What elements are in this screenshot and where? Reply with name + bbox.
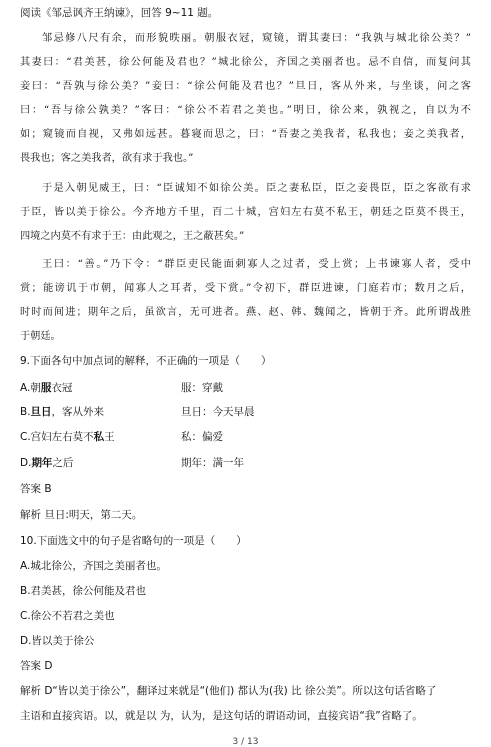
q9-option-a: A.朝服衣冠 (20, 382, 73, 394)
emphasized-word: 服 (40, 382, 52, 394)
q9-option-d: D.期年之后 (20, 457, 74, 469)
passage-line: 四境之内莫不有求于王：由此观之，王之蔽甚矣。” (20, 231, 245, 242)
q10-option-d: D.皆以美于徐公 (20, 635, 95, 647)
q9-option-b: B.旦日，客从外来 (20, 406, 105, 418)
emphasized-word: 期年 (31, 457, 53, 469)
question-9-stem: 9.下面各句中加点词的解释，不正确的一项是（ ） (20, 355, 272, 367)
question-10-stem: 10.下面选文中的句子是省略句的一项是（ ） (20, 535, 247, 547)
passage-line: 如；窥镜而自视，又弗如远甚。暮寝而思之，曰：“吾妻之美我者，私我也；妾之美我者， (20, 129, 471, 140)
q10-analysis-line-1: 解析 D“皆以美于徐公”，翻译过来就是“(他们) 都认为(我) 比 徐公美”。所以这句话省略了 (20, 685, 437, 697)
q9-answer: 答案 B (20, 483, 52, 495)
q9-option-c-gloss: 私：偏爱 (181, 431, 223, 443)
q10-option-c: C.徐公不若君之美也 (20, 610, 115, 622)
q10-analysis-line-2: 主语和直接宾语。以，就是以 为，认为，是这句话的谓语动词，直接宾语“我”省略了。 (20, 710, 423, 722)
passage-line: 于是入朝见威王，曰：“臣诚知不如徐公美。臣之妻私臣，臣之妾畏臣，臣之客欲有求 (42, 183, 471, 194)
q10-answer: 答案 D (20, 660, 53, 672)
passage-line: 妾曰：“吾孰与徐公美？”妾曰：“徐公何能及君也？”旦日，客从外来，与坐谈，问之客 (20, 81, 471, 92)
q9-option-d-gloss: 期年：满一年 (181, 457, 244, 469)
q9-option-b-gloss: 旦日：今天早晨 (181, 406, 255, 418)
passage-line: 赏；能谤讥于市朝，闻寡人之耳者，受下赏。”令初下，群臣进谏，门庭若市；数月之后， (20, 283, 471, 294)
q9-option-a-gloss: 服：穿戴 (181, 382, 223, 394)
q10-option-b: B.君美甚，徐公何能及君也 (20, 585, 147, 597)
passage-line: 曰：“吾与徐公孰美？”客曰：“徐公不若君之美也。”明日，徐公来，孰视之，自以为不 (20, 105, 471, 116)
passage-line: 于朝廷。 (20, 331, 61, 342)
emphasized-word: 私 (93, 431, 105, 443)
page-number: 3 / 13 (232, 737, 259, 747)
passage-line: 于臣，皆以美于徐公。今齐地方千里，百二十城，宫妇左右莫不私王，朝廷之臣莫不畏王， (20, 207, 471, 218)
q10-option-a: A.城北徐公，齐国之美丽者也。 (20, 560, 167, 572)
emphasized-word: 旦日 (30, 406, 52, 418)
passage-line: 邹忌修八尺有余，而形貌昳丽。朝服衣冠，窥镜，谓其妻曰：“我孰与城北徐公美？” (42, 33, 471, 44)
q9-option-c: C.宫妇左右莫不私王 (20, 431, 115, 443)
passage-line: 时时而间进；期年之后，虽欲言，无可进者。燕、赵、韩、魏闻之，皆朝于齐。此所谓战胜 (20, 307, 471, 318)
reading-instruction: 阅读《邹忌讽齐王纳谏》，回答 9~11 题。 (20, 7, 219, 19)
passage-line: 其妻曰：“君美甚，徐公何能及君也？”城北徐公，齐国之美丽者也。忌不自信，而复问其 (20, 57, 471, 68)
q9-analysis: 解析 旦日:明天，第二天。 (20, 509, 143, 521)
passage-line: 畏我也；客之美我者，欲有求于我也。” (20, 153, 194, 164)
passage-line: 王曰：“善。”乃下令：“群臣吏民能面刺寡人之过者，受上赏；上书谏寡人者，受中 (42, 259, 471, 270)
